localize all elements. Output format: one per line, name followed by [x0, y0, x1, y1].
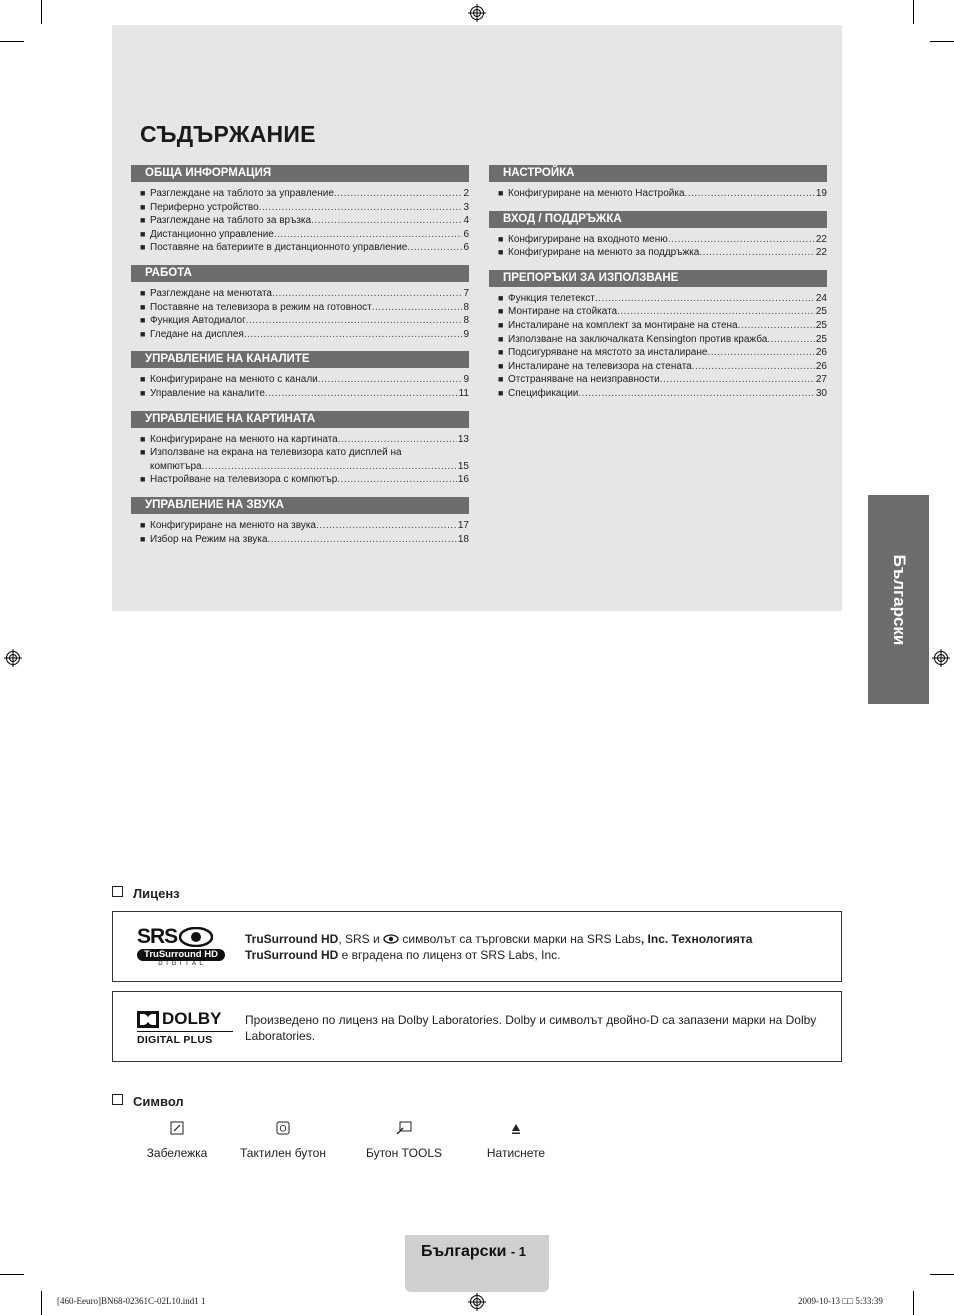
square-bullet-icon: ■ — [498, 188, 504, 198]
dot-leader — [334, 187, 463, 201]
toc-entry[interactable] — [489, 319, 827, 333]
dot-leader — [244, 328, 463, 342]
toc-entry-title: Използване на заключалката Kensington против кражба — [508, 333, 768, 345]
toc-entry-page: 26 — [815, 347, 827, 359]
toc-entry[interactable] — [489, 387, 827, 401]
page-number-tab — [405, 1235, 549, 1292]
toc-entry-title: Периферно устройство — [150, 201, 259, 213]
dot-leader — [685, 187, 815, 201]
square-bullet-icon: ■ — [140, 242, 146, 253]
toc-entry-page: 17 — [457, 519, 469, 531]
dot-leader — [668, 233, 815, 247]
toc-section — [489, 270, 827, 401]
toc-entry-title: Използване на екрана на телевизора като дисплей на — [150, 447, 402, 459]
registration-mark-icon — [468, 1293, 486, 1311]
crop-mark — [930, 41, 954, 42]
license-heading: Лиценз — [112, 886, 180, 901]
toc-entry[interactable] — [489, 292, 827, 306]
print-slug-date: 2009-10-13 □□ 5:33:39 — [798, 1296, 883, 1306]
square-bullet-icon: ■ — [498, 247, 504, 258]
svg-text:O: O — [279, 1123, 287, 1134]
toc-entry-page: 16 — [457, 474, 469, 486]
toc-entry-title: Монтиране на стойката — [508, 306, 618, 318]
toc-entry-title: Поставяне на батериите в дистанционното управление — [150, 242, 408, 254]
dot-leader — [265, 387, 458, 401]
square-bullet-icon: ■ — [140, 533, 146, 544]
symbol-note: Забележка — [137, 1120, 217, 1160]
toc-entry-page: 27 — [815, 374, 827, 386]
toc-entry-title: компютъра — [150, 460, 202, 472]
crop-mark — [913, 0, 914, 24]
toc-entry[interactable] — [131, 241, 469, 255]
toc-entry-title: Управление на каналите — [150, 387, 265, 399]
toc-entry-page: 3 — [463, 201, 469, 213]
square-bullet-icon: ■ — [140, 228, 146, 239]
toc-section-heading: ОБЩА ИНФОРМАЦИЯ — [131, 165, 469, 182]
toc-entry-page: 25 — [815, 333, 827, 345]
square-bullet-icon: ■ — [498, 233, 504, 244]
footer-language: Български — [421, 1243, 507, 1260]
toc-entry[interactable] — [131, 373, 469, 387]
toc-entry-title: Поставяне на телевизора в режим на готовност — [150, 301, 372, 313]
symbol-one-touch-button: O Тактилен бутон — [232, 1120, 334, 1160]
dot-leader — [699, 246, 815, 260]
square-bullet-icon: ■ — [140, 433, 146, 444]
toc-entry-title: Дистанционно управление — [150, 228, 274, 240]
square-bullet-icon: ■ — [498, 319, 504, 330]
dot-leader — [338, 433, 457, 447]
square-bullet-icon: ■ — [140, 315, 146, 326]
dot-leader — [316, 519, 457, 533]
toc-entry-title: Настройване на телевизора с компютър — [150, 474, 338, 486]
toc-entry-title: Спецификации — [508, 387, 579, 399]
toc-entry[interactable] — [489, 233, 827, 247]
toc-entry[interactable] — [131, 473, 469, 487]
square-bullet-icon: ■ — [140, 474, 146, 485]
toc-entry-title: Разглеждане на таблото за връзка — [150, 215, 312, 227]
dot-leader — [372, 301, 463, 315]
dot-leader — [267, 533, 456, 547]
dot-leader — [692, 360, 815, 374]
toc-entry[interactable] — [131, 533, 469, 547]
toc-entry-title: Разглеждане на таблото за управление — [150, 188, 334, 199]
toc-column-right — [489, 165, 827, 411]
symbol-tools-button: Бутон TOOLS — [358, 1120, 450, 1160]
dot-leader — [311, 214, 462, 228]
toc-entry-title: Функция Автодиалог — [150, 315, 246, 327]
page-title: СЪДЪРЖАНИЕ — [140, 121, 316, 147]
square-bullet-icon: ■ — [140, 201, 146, 212]
language-side-tab — [868, 495, 929, 704]
registration-mark-icon — [932, 649, 950, 667]
toc-entry-page: 9 — [463, 328, 469, 340]
srs-logo: SRS TruSurround HD D I G I T A L — [137, 926, 227, 970]
toc-entry-page: 25 — [815, 306, 827, 318]
toc-section — [131, 165, 469, 255]
toc-section-heading: ПРЕПОРЪКИ ЗА ИЗПОЛЗВАНЕ — [489, 270, 827, 287]
dot-leader — [272, 287, 462, 301]
toc-entry-page: 13 — [457, 433, 469, 445]
square-bullet-icon: ■ — [498, 306, 504, 317]
toc-entry[interactable] — [131, 519, 469, 533]
dot-leader — [318, 373, 463, 387]
dot-leader — [407, 241, 462, 255]
toc-entry[interactable] — [131, 460, 469, 474]
toc-column-left — [131, 165, 469, 556]
square-bullet-icon: ■ — [498, 374, 504, 385]
dot-leader — [337, 473, 457, 487]
dot-leader — [578, 387, 814, 401]
square-bullet-icon: ■ — [498, 360, 504, 371]
toc-entry-page: 11 — [458, 387, 469, 399]
square-bullet-icon: ■ — [498, 333, 504, 344]
toc-entry-title: Конфигуриране на менюто с канали — [150, 374, 318, 386]
dot-leader — [738, 319, 815, 333]
toc-entry-page: 30 — [815, 387, 827, 399]
srs-circle-icon — [179, 927, 213, 947]
toc-section — [131, 265, 469, 341]
double-d-icon — [137, 1011, 159, 1028]
square-bullet-icon: ■ — [140, 387, 146, 398]
dot-leader — [259, 201, 463, 215]
page-number: - 1 — [510, 1244, 527, 1259]
toc-entry[interactable] — [489, 346, 827, 360]
toc-section — [131, 351, 469, 400]
crop-mark — [0, 1274, 24, 1275]
toc-entry[interactable] — [131, 433, 469, 447]
dot-leader — [595, 292, 815, 306]
toc-section — [131, 411, 469, 487]
dot-leader — [246, 314, 463, 328]
toc-entry-title: Разглеждане на менютата — [150, 287, 272, 299]
square-bullet-icon: ■ — [140, 287, 146, 298]
language-side-tab-label: Български — [889, 554, 909, 645]
toc-entry-title: Функция телетекст — [508, 292, 595, 304]
toc-section-heading: УПРАВЛЕНИЕ НА ЗВУКА — [131, 497, 469, 514]
press-icon — [511, 1120, 521, 1136]
toc-entry-title: Конфигуриране на входното меню — [508, 233, 668, 245]
toc-section-heading: НАСТРОЙКА — [489, 165, 827, 182]
square-bullet-icon: ■ — [498, 347, 504, 358]
square-bullet-icon: ■ — [140, 215, 146, 226]
toc-entry[interactable] — [131, 301, 469, 315]
toc-entry[interactable] — [489, 373, 827, 387]
toc-entry-page: 6 — [463, 228, 469, 240]
print-slug-file: [460-Eeuro]BN68-02361C-02L10.ind1 1 — [57, 1296, 206, 1306]
toc-entry[interactable] — [131, 187, 469, 201]
dolby-logo: DOLBY DIGITAL PLUS — [137, 1010, 233, 1046]
toc-entry[interactable] — [489, 246, 827, 260]
crop-mark — [0, 41, 24, 42]
toc-entry-page: 18 — [457, 533, 469, 545]
square-bullet-icon: ■ — [140, 328, 146, 339]
toc-entry-page: 26 — [815, 360, 827, 372]
srs-license-text: TruSurround HD, SRS и символът са търговски марки на SRS Labs, Inc. Технологията TruSurround HD е вградена по лиценз от SRS Labs, Inc. — [245, 932, 753, 962]
toc-entry-page: 15 — [457, 460, 469, 472]
crop-mark — [913, 1291, 914, 1315]
crop-mark — [41, 0, 42, 24]
toc-entry[interactable] — [131, 446, 469, 460]
square-bullet-icon: ■ — [140, 519, 146, 530]
dot-leader — [617, 305, 815, 319]
one-touch-button-icon — [276, 1120, 290, 1136]
toc-entry[interactable] — [489, 360, 827, 374]
toc-section-heading: РАБОТА — [131, 265, 469, 282]
toc-entry-page: 25 — [815, 319, 827, 331]
toc-entry-title: Конфигуриране на менюто Настройка — [508, 188, 685, 199]
square-bullet-icon: ■ — [140, 374, 146, 385]
toc-entry[interactable] — [489, 333, 827, 347]
toc-entry-title: Конфигуриране на менюто на звука — [150, 519, 316, 531]
toc-entry-title: Конфигуриране на менюто за поддръжка — [508, 247, 700, 259]
tools-button-icon — [396, 1120, 412, 1136]
toc-entry[interactable] — [489, 305, 827, 319]
srs-license-box — [112, 911, 842, 982]
toc-section — [489, 211, 827, 260]
dot-leader — [202, 460, 457, 474]
toc-entry-page: 7 — [463, 287, 469, 299]
registration-mark-icon — [4, 649, 22, 667]
toc-entry-title: Инсталиране на телевизора на стената — [508, 360, 692, 372]
square-bullet-icon: ■ — [498, 387, 504, 398]
square-bullet-icon: ■ — [498, 292, 504, 303]
dolby-license-box — [112, 991, 842, 1062]
toc-section — [489, 165, 827, 201]
toc-entry-page: 2 — [463, 188, 469, 199]
toc-entry-title: Избор на Режим на звука — [150, 533, 268, 545]
dot-leader — [660, 373, 815, 387]
toc-entry-title: Инсталиране на комплект за монтиране на стена — [508, 319, 738, 331]
toc-entry[interactable] — [131, 328, 469, 342]
toc-entry[interactable] — [131, 214, 469, 228]
toc-entry-page: 8 — [463, 301, 469, 313]
square-bullet-icon: ■ — [140, 301, 146, 312]
toc-entry-title: Конфигуриране на менюто на картината — [150, 433, 338, 445]
toc-entry[interactable] — [131, 201, 469, 215]
note-icon — [170, 1120, 184, 1136]
square-bullet-icon: ■ — [140, 188, 146, 198]
checkbox-bullet-icon — [112, 886, 123, 897]
toc-entry-page: 22 — [815, 233, 827, 245]
toc-section-heading: ВХОД / ПОДДРЪЖКА — [489, 211, 827, 228]
toc-section-heading: УПРАВЛЕНИЕ НА КАРТИНАТА — [131, 411, 469, 428]
toc-entry-title: Гледане на дисплея — [150, 328, 244, 340]
square-bullet-icon: ■ — [140, 447, 146, 458]
toc-entry[interactable] — [131, 287, 469, 301]
toc-entry[interactable] — [131, 228, 469, 242]
toc-section-heading: УПРАВЛЕНИЕ НА КАНАЛИТЕ — [131, 351, 469, 368]
toc-entry[interactable] — [489, 187, 827, 201]
toc-entry-page: 24 — [815, 292, 827, 304]
toc-entry-title: Подсигуряване на мястото за инсталиране — [508, 347, 708, 359]
toc-entry[interactable] — [131, 314, 469, 328]
toc-entry-title: Отстраняване на неизправности — [508, 374, 660, 386]
toc-entry-page: 6 — [463, 242, 469, 254]
dot-leader — [707, 346, 814, 360]
toc-entry[interactable] — [131, 387, 469, 401]
toc-entry-page: 4 — [463, 215, 469, 227]
dolby-license-text: Произведено по лиценз на Dolby Laboratories. Dolby и символът двойно-D са запазени марки на Dolby Laboratories. — [245, 1013, 817, 1043]
toc-entry-page: 22 — [815, 247, 827, 259]
symbol-heading: Символ — [112, 1094, 184, 1109]
crop-mark — [930, 1274, 954, 1275]
toc-entry-page: 8 — [463, 315, 469, 327]
srs-symbol-icon — [383, 934, 399, 944]
checkbox-bullet-icon — [112, 1094, 123, 1105]
symbol-press: Натиснете — [476, 1120, 556, 1160]
crop-mark — [41, 1291, 42, 1315]
toc-entry-page: 9 — [463, 374, 469, 386]
toc-section — [131, 497, 469, 546]
toc-panel — [112, 25, 842, 611]
registration-mark-icon — [468, 4, 486, 22]
dot-leader — [767, 333, 815, 347]
toc-entry-page: 19 — [815, 188, 827, 199]
dot-leader — [274, 228, 463, 242]
